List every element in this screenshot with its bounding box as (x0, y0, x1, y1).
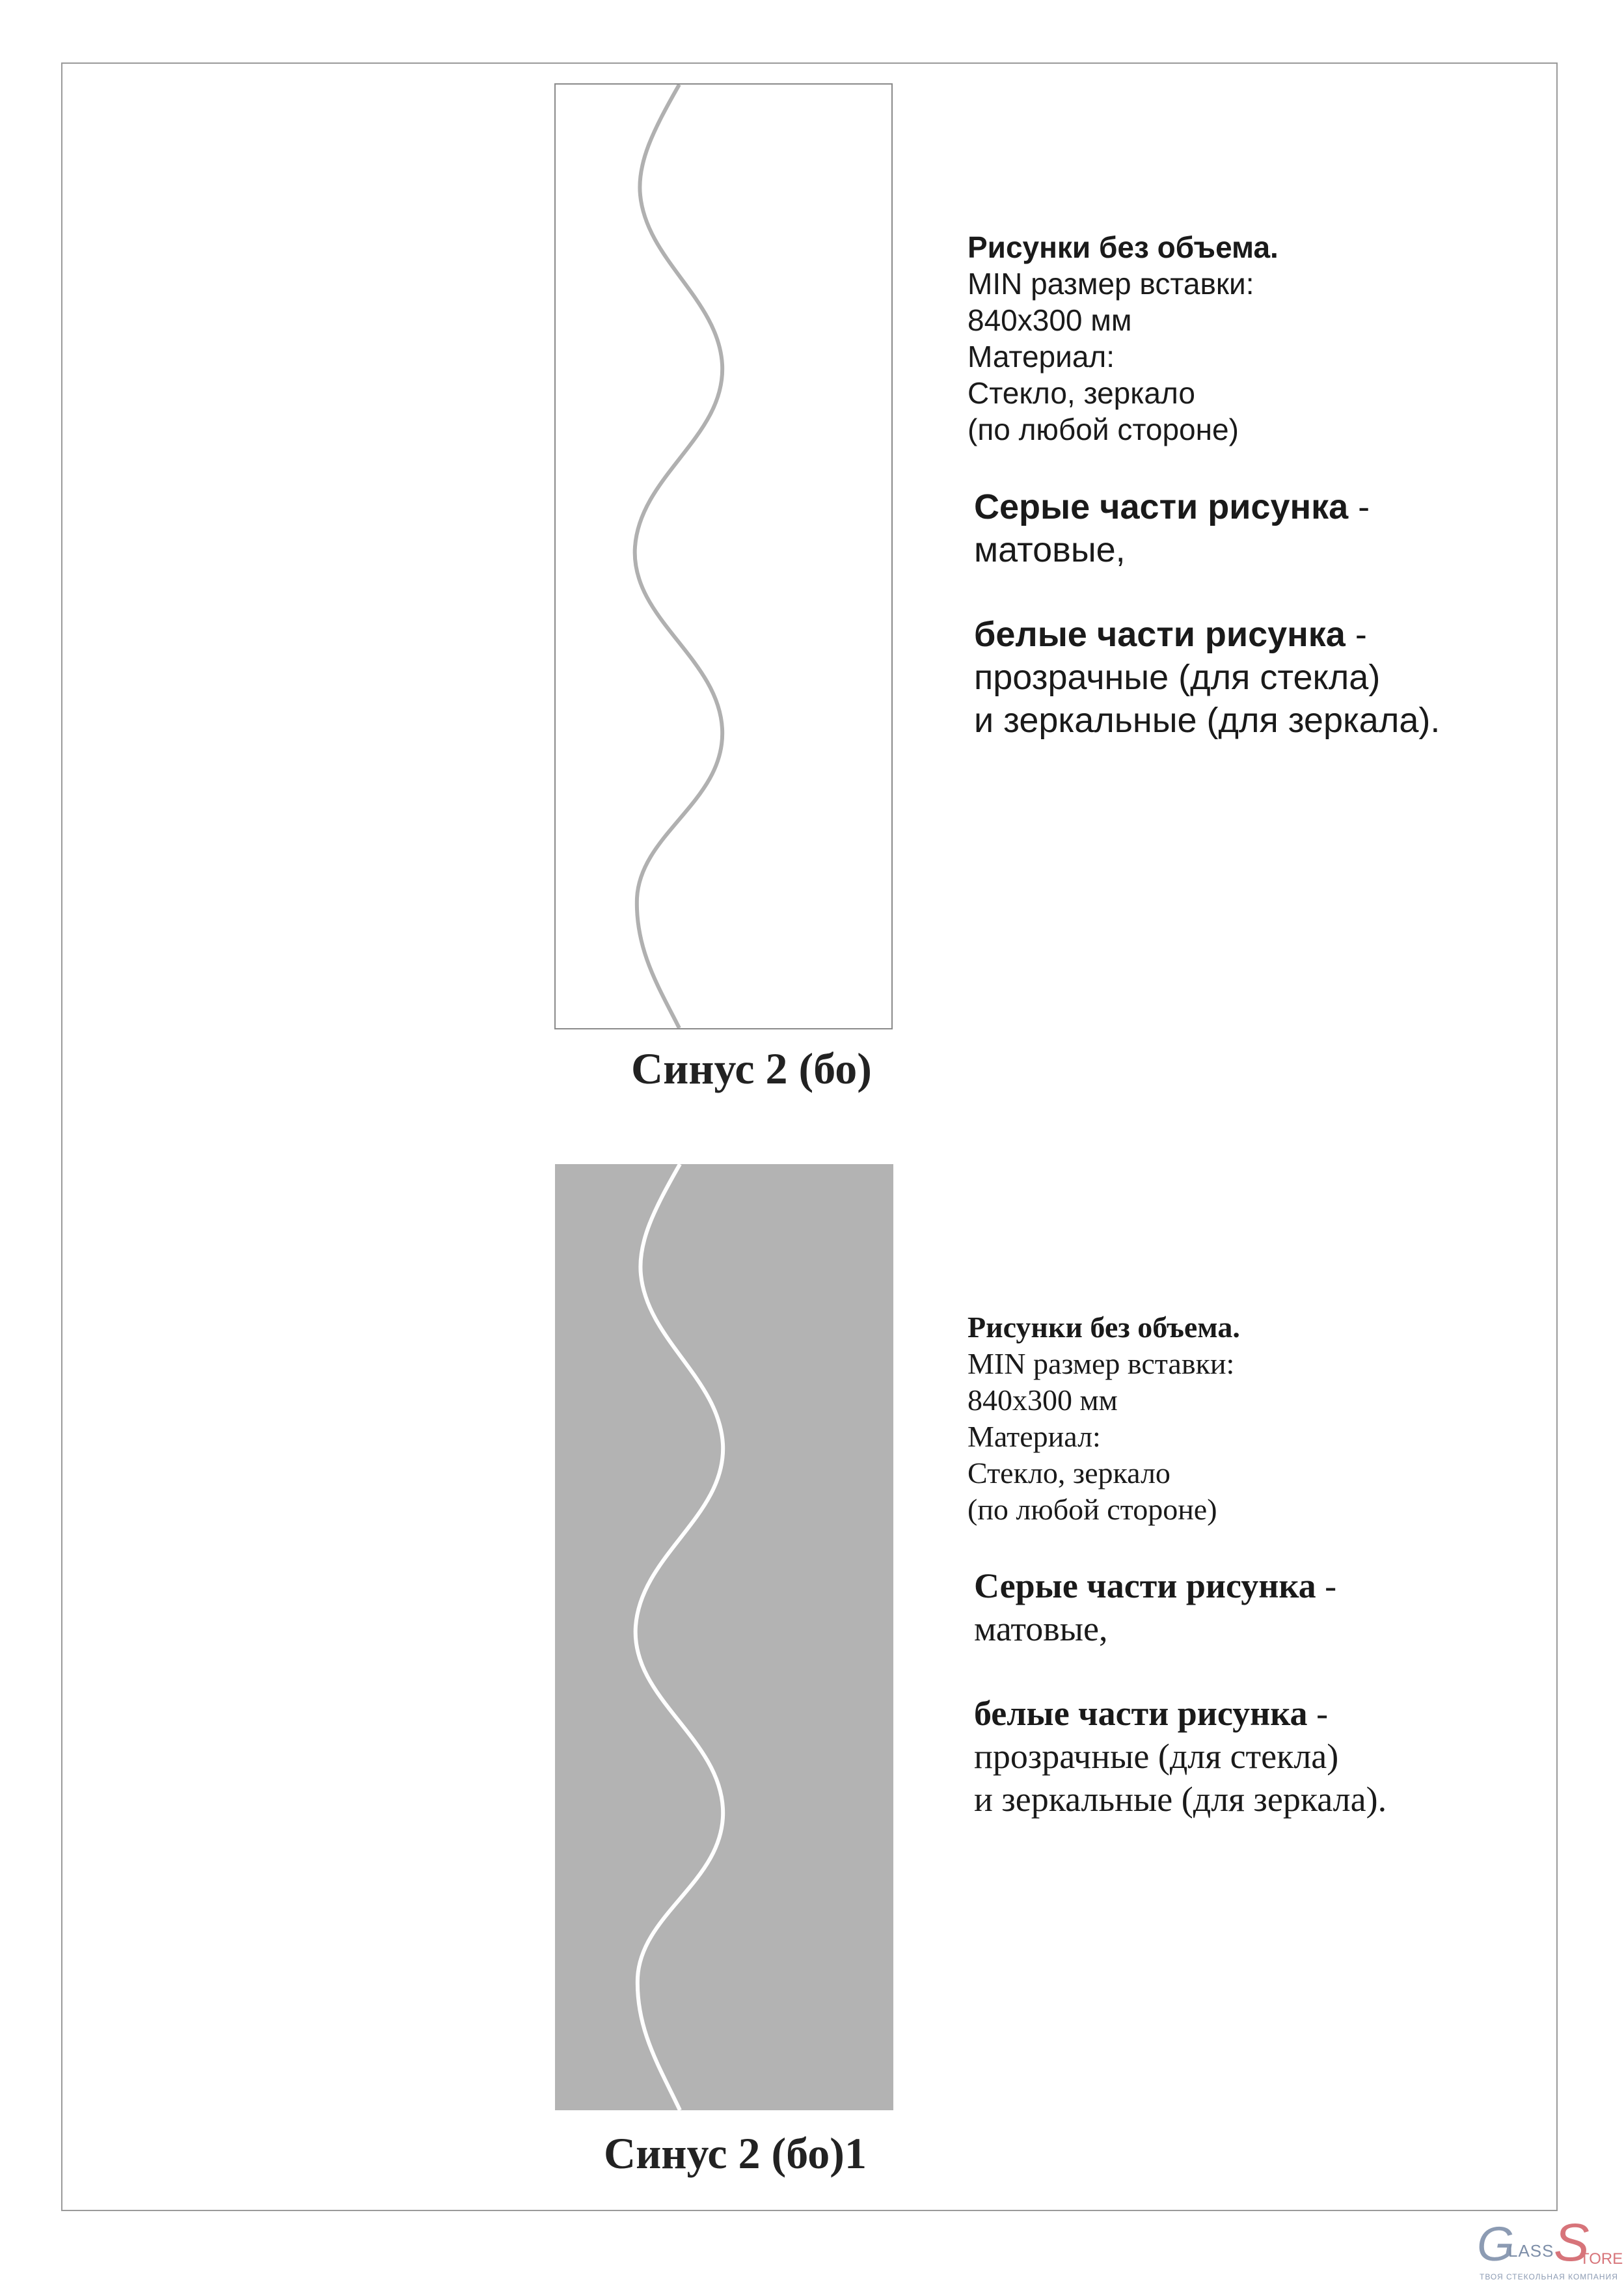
design-preview-outline (554, 83, 893, 1029)
info-heading: Рисунки без объема. (968, 230, 1279, 264)
info-line: Материал: (968, 340, 1115, 374)
white-parts-desc-1: прозрачные (для стекла) (974, 658, 1381, 697)
logo-letter-s: S (1554, 2213, 1590, 2272)
info-line: MIN размер вставки: (968, 1347, 1235, 1380)
design-caption: Синус 2 (бо)1 (604, 2128, 867, 2178)
sine-wave-drawing (555, 1164, 893, 2110)
info-heading: Рисунки без объема. (968, 1311, 1240, 1344)
legend-block (974, 485, 1440, 742)
sine-wave-line (635, 85, 723, 1028)
legend-block (974, 1564, 1387, 1821)
info-block (968, 229, 1279, 448)
info-line: Стекло, зеркало (968, 1456, 1171, 1489)
gray-parts-label: Серые части рисунка (974, 487, 1349, 526)
gray-parts-label: Серые части рисунка (974, 1566, 1316, 1605)
logo-word-tore: TORE (1580, 2250, 1623, 2268)
dash: - (1307, 1694, 1329, 1733)
white-parts-desc-2: и зеркальные (для зеркала). (974, 1780, 1387, 1819)
dash: - (1345, 615, 1367, 654)
info-line: 840x300 мм (968, 303, 1132, 337)
logo-word-lass: LASS (1508, 2241, 1554, 2261)
sine-wave-line (636, 1164, 724, 2110)
dash: - (1316, 1566, 1337, 1605)
glass-store-logo (1476, 2213, 1623, 2281)
gray-parts-desc: матовые, (974, 530, 1126, 569)
info-line: (по любой стороне) (968, 1493, 1217, 1526)
white-parts-label: белые части рисунка (974, 615, 1346, 654)
design-caption: Синус 2 (бо) (631, 1044, 872, 1093)
info-line: Материал: (968, 1420, 1101, 1453)
white-parts-label: белые части рисунка (974, 1694, 1308, 1733)
info-block (968, 1309, 1240, 1528)
info-line: (по любой стороне) (968, 413, 1239, 446)
white-parts-desc-2: и зеркальные (для зеркала). (974, 701, 1441, 740)
logo-tagline: ТВОЯ СТЕКОЛЬНАЯ КОМПАНИЯ (1480, 2272, 1618, 2281)
sine-wave-drawing (556, 85, 891, 1028)
gray-parts-desc: матовые, (974, 1609, 1108, 1648)
info-line: Стекло, зеркало (968, 376, 1195, 410)
white-parts-desc-1: прозрачные (для стекла) (974, 1737, 1339, 1776)
info-line: MIN размер вставки: (968, 267, 1254, 301)
logo-letter-g: G (1477, 2217, 1515, 2271)
design-preview-filled (555, 1164, 893, 2110)
dash: - (1348, 487, 1370, 526)
info-line: 840x300 мм (968, 1383, 1118, 1417)
